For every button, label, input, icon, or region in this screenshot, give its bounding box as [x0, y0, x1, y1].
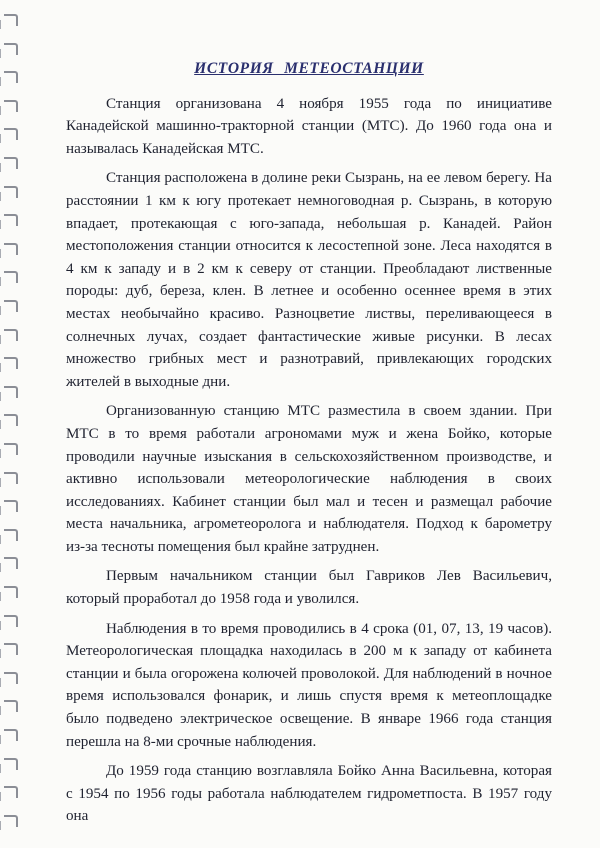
spiral-binding: [0, 0, 34, 848]
paragraph-founding: Станция организована 4 ноября 1955 года по инициативе Канадейской машинно-тракторной станции (МТС). До 1960 года она и называлась Канадейская МТС.: [66, 95, 552, 157]
binding-ring: [4, 672, 18, 684]
binding-ring: [4, 700, 18, 712]
binding-ring: [4, 443, 18, 455]
binding-ring: [4, 300, 18, 312]
paragraph-observations: Наблюдения в то время проводились в 4 срока (01, 07, 13, 19 часов). Метеорологическая площадка находилась в 200 м к западу от кабинета станции и была огорожена колючей проволокой. Для наблюдений в ночное время использовался фонарик, и лишь спустя время к метеоплощадке было подведено электрическое освещение. В январе 1966 года станция перешла на 8-ми срочные наблюдения.: [66, 620, 552, 750]
binding-ring: [4, 214, 18, 226]
paragraph-premises: Организованную станцию МТС разместила в своем здании. При МТС в то время работали агрономами муж и жена Бойко, которые проводили научные изыскания в сельскохозяйственном производстве, и активно использовали метеорологические наблюдения в своих исследованиях. Кабинет станции был мал и тесен и размещал рабочие места начальника, агрометеоролога и наблюдателя. Подход к барометру из-за тесноты помещения был крайне затруднен.: [66, 403, 552, 555]
paragraph-first-head: Первым начальником станции был Гавриков Лев Васильевич, который проработал до 1958 года и уволился.: [66, 568, 552, 608]
binding-ring: [4, 815, 18, 827]
binding-ring: [4, 71, 18, 83]
binding-ring: [4, 271, 18, 283]
binding-ring: [4, 758, 18, 770]
binding-ring: [4, 329, 18, 341]
binding-ring: [4, 414, 18, 426]
paragraph-boyko: До 1959 года станцию возглавляла Бойко Анна Васильевна, которая с 1954 по 1956 годы работала наблюдателем гидрометпоста. В 1957 году она: [66, 763, 552, 825]
binding-ring: [4, 100, 18, 112]
binding-ring: [4, 14, 18, 26]
binding-ring: [4, 500, 18, 512]
binding-ring: [4, 157, 18, 169]
binding-ring: [4, 128, 18, 140]
paragraph-location: Станция расположена в долине реки Сызрань, на ее левом берегу. На расстоянии 1 км к югу протекает немноговодная р. Сызрань, в которую впадает, протекающая с юго-запада, небольшая р. Канадей. Район местоположения станции относится к лесостепной зоне. Леса находятся в 4 км к западу и в 2 км к северу от станции. Преобладают лиственные породы: дуб, береза, клен. В летнее и особенно осеннее время в этих местах необычайно красиво. Разноцветие листвы, переливающееся в солнечных лучах, создает фантастические живые рисунки. В лесах множество грибных мест и разнотравий, привлекающих городских жителей в выходные дни.: [66, 170, 552, 390]
binding-ring: [4, 43, 18, 55]
binding-ring: [4, 472, 18, 484]
binding-ring: [4, 529, 18, 541]
binding-ring: [4, 729, 18, 741]
binding-ring: [4, 186, 18, 198]
binding-ring: [4, 357, 18, 369]
binding-ring: [4, 243, 18, 255]
binding-ring: [4, 557, 18, 569]
document-title: ИСТОРИЯ МЕТЕОСТАНЦИИ: [194, 60, 424, 77]
binding-ring: [4, 786, 18, 798]
binding-ring: [4, 643, 18, 655]
binding-ring: [4, 586, 18, 598]
binding-ring: [4, 386, 18, 398]
document-body: [66, 52, 552, 828]
binding-ring: [4, 615, 18, 627]
